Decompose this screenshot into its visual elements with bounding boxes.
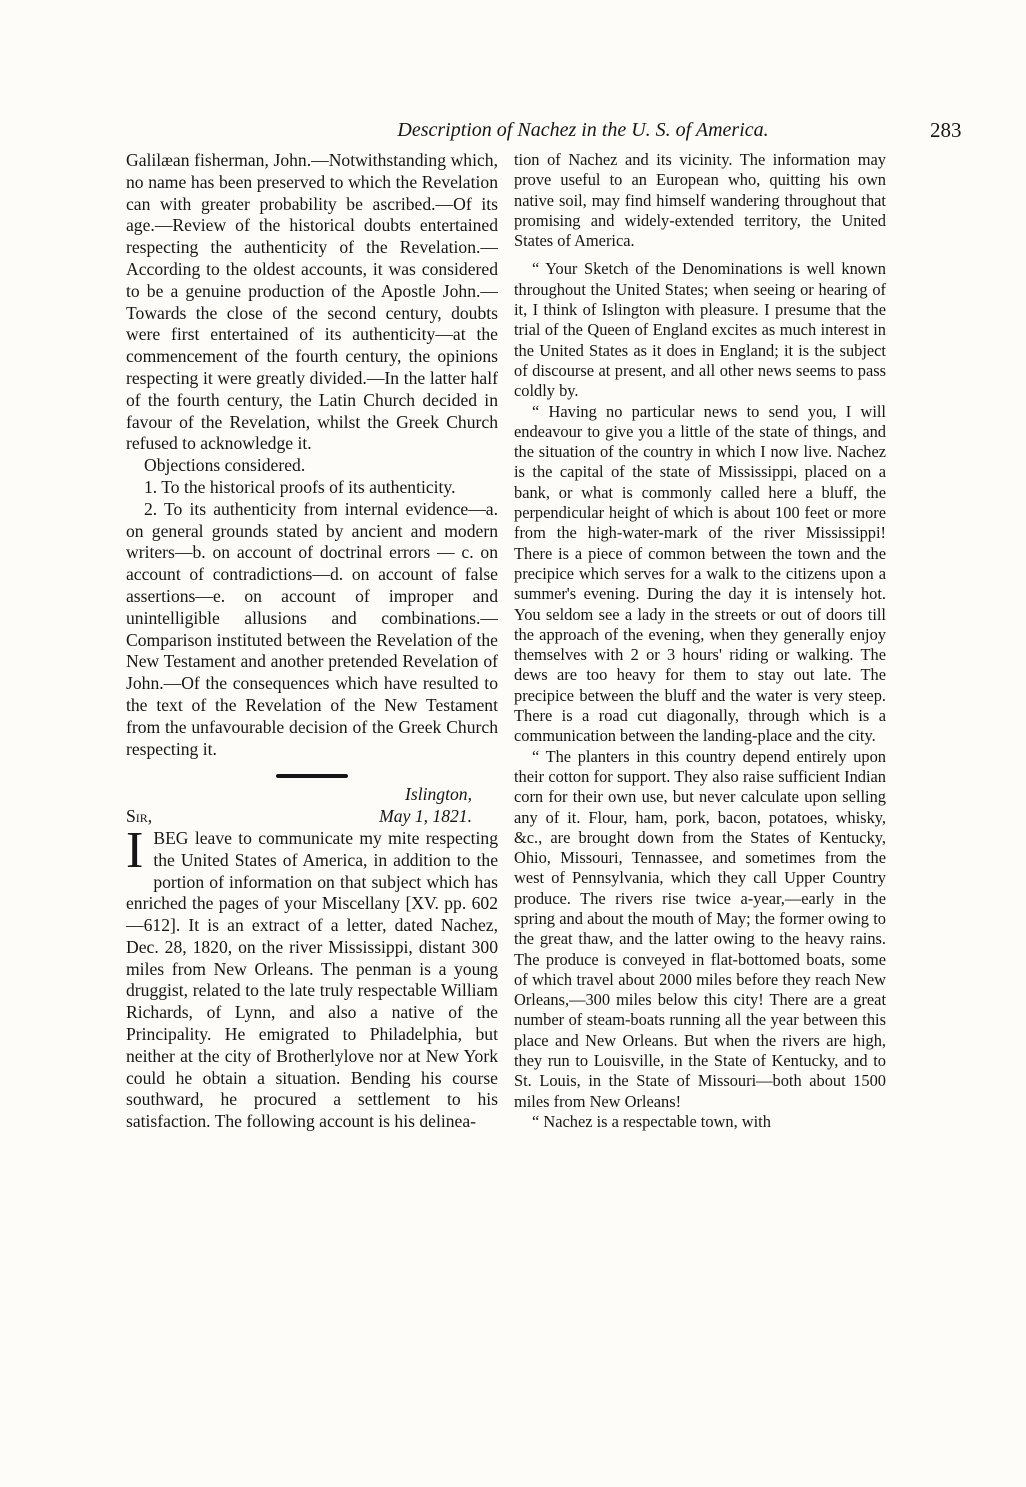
paragraph: Objections considered. xyxy=(144,455,306,476)
salutation: Sir, xyxy=(126,806,153,827)
dateline-date: May 1, 1821. xyxy=(379,806,472,827)
drop-cap: I xyxy=(126,821,144,879)
letter-text: BEG leave to communicate my mite respecting the United States of America, in addition to the portion of information on that subject which has enriched the pages of your Miscellany [XV. pp. 602—612]. It is an extract of a letter, dated Nachez, Dec. 28, 1820, on the river Mississippi, distant 300 miles from New Orleans. The penman is a young druggist, related to the late truly respectable William Richards, of Lynn, and also a native of the Principality. He emigrated to Philadelphia, but neither at the city of Brotherlylove nor at New York could he obtain a situation. Bending his course southward, he procured a settlement to his satisfaction. The following account is his delinea- xyxy=(126,827,498,1132)
left-column xyxy=(126,150,498,1133)
paragraph: “ Nachez is a respectable town, with xyxy=(532,1111,771,1131)
salutation-row xyxy=(126,806,498,828)
paragraph: 2. To its authenticity from internal evidence—a. on general grounds stated by ancient and modern writers—b. on account of doctrinal errors — c. on account of contradictions—d. on account of false assertions—e. on account of improper and unintelligible allusions and combinations.—Comparison instituted between the Revelation of the New Testament and another pretended Revelation of John.—Of the consequences which have resulted to the text of the Revelation of the New Testament from the unfavourable decision of the Greek Church respecting it. xyxy=(126,498,498,759)
letter-paragraph xyxy=(126,821,498,1133)
paragraph: 1. To the historical proofs of its authenticity. xyxy=(144,476,456,497)
right-column xyxy=(514,150,886,1132)
running-head: Description of Nachez in the U. S. of America. xyxy=(397,119,769,141)
section-divider xyxy=(276,774,348,778)
paragraph: “ Having no particular news to send you, I will endeavour to give you a little of the state of things, and the situation of the country in which I now live. Nachez is the capital of the state of Mississippi, placed on a bank, or what is commonly called here a bluff, the perpendicular height of which is about 100 feet or more from the high-water-mark of the river Mississippi! There is a piece of common between the town and the precipice which serves for a walk to the citizens upon a summer's evening. During the day it is intensely hot. You seldom see a lady in the streets or out of doors till the approach of the evening, when they generally enjoy themselves with 2 or 3 hours' riding or walking. The dews are too heavy for them to stay out late. The precipice between the bluff and the water is very steep. There is a road cut diagonally, through which is a communication between the landing-place and the city. xyxy=(514,401,886,746)
paragraph: “ Your Sketch of the Denominations is well known throughout the United States; when seeing or hearing of it, I think of Islington with pleasure. I presume that the trial of the Queen of England excites as much interest in the United States as it does in England; it is the subject of discourse at present, and all other news seems to pass coldly by. xyxy=(514,259,886,401)
page-number: 283 xyxy=(930,118,962,142)
paragraph: Galilæan fisherman, John.—Notwithstanding which, no name has been preserved to which the Revelation can with greater probability be ascribed.—Of its age.—Review of the historical doubts entertained respecting the authenticity of the Revelation.—According to the oldest accounts, it was considered to be a genuine production of the Apostle John.—Towards the close of the second century, doubts were first entertained of its authenticity—at the commencement of the fourth century, the opinions respecting it were greatly divided.—In the latter half of the fourth century, the Latin Church decided in favour of the Revelation, whilst the Greek Church refused to acknowledge it. xyxy=(126,150,498,454)
paragraph: tion of Nachez and its vicinity. The information may prove useful to an European who, quitting his own native soil, may find himself wandering throughout that promising and widely-extended territory, the United States of America. xyxy=(514,150,886,251)
dateline-place: Islington, xyxy=(405,784,472,805)
paragraph: “ The planters in this country depend entirely upon their cotton for support. They also raise sufficient Indian corn for their own use, but never calculate upon selling any of it. Flour, ham, pork, bacon, potatoes, whisky, &c., are brought down from the States of Kentucky, Ohio, Missouri, Tennassee, and sometimes from the west of Pennsylvania, which they call Upper Country produce. The rivers rise twice a-year,—early in the spring and about the mouth of May; the former owing to the great thaw, and the latter owing to the heavy rains. The produce is conveyed in flat-bottomed boats, some of which travel about 2000 miles before they reach New Orleans,—300 miles below this city! There are a great number of steam-boats running all the year between this place and New Orleans. But when the rivers are high, they run to Louisville, in the State of Kentucky, and to St. Louis, in the State of Missouri—both about 1500 miles from New Orleans! xyxy=(514,746,886,1111)
